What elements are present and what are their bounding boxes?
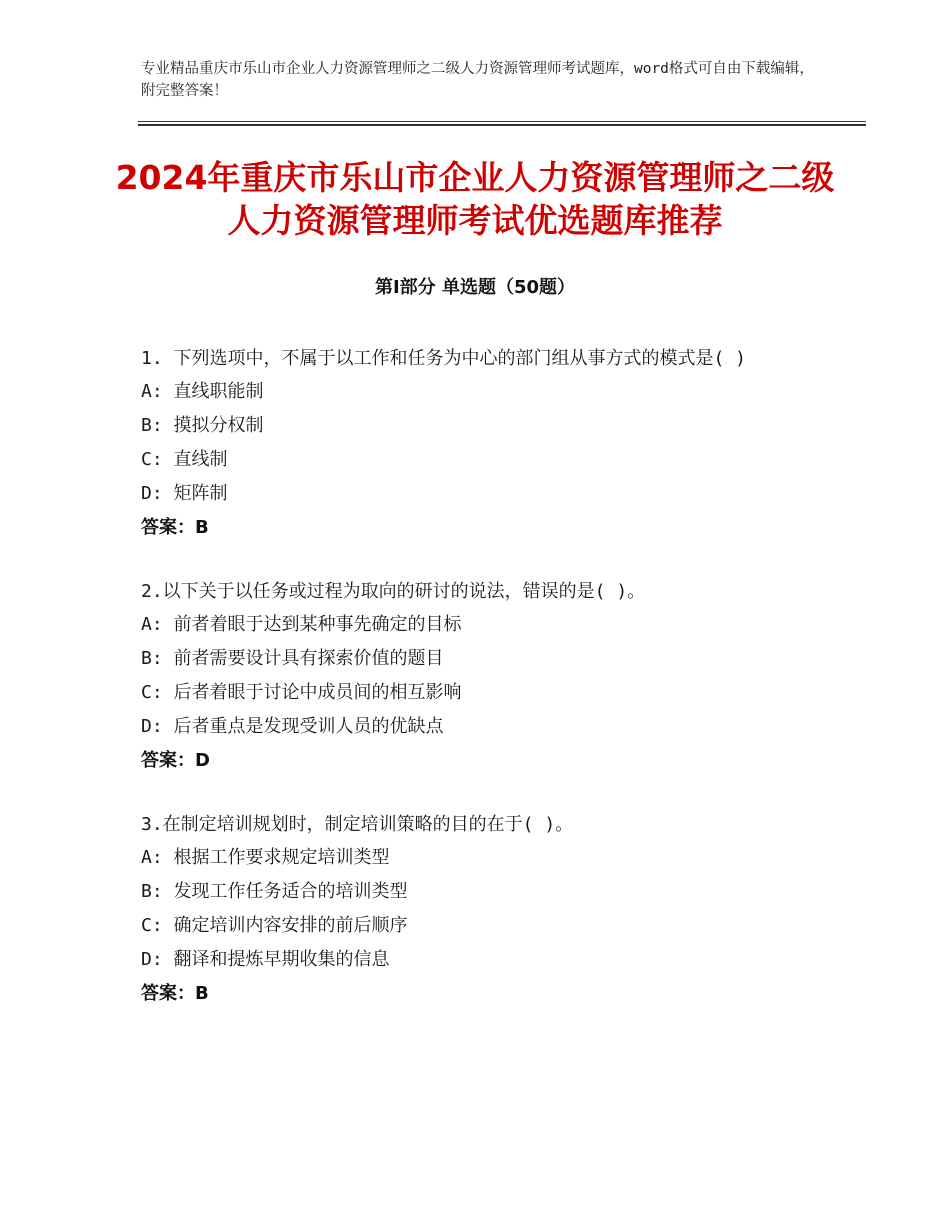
option-b: B: 摸拟分权制 xyxy=(141,415,264,436)
option-a: A: 前者着眼于达到某种事先确定的目标 xyxy=(141,614,462,635)
option-a: A: 直线职能制 xyxy=(141,381,264,402)
option-c: C: 后者着眼于讨论中成员间的相互影响 xyxy=(141,682,462,703)
question-2 xyxy=(141,576,821,778)
option-d: D: 后者重点是发现受训人员的优缺点 xyxy=(141,716,444,737)
question-list xyxy=(141,343,821,1042)
answer: 答案：B xyxy=(141,517,209,538)
option-a: A: 根据工作要求规定培训类型 xyxy=(141,847,390,868)
question-stem: 2.以下关于以任务或过程为取向的研讨的说法，错误的是( )。 xyxy=(141,581,646,602)
answer: 答案：D xyxy=(141,750,210,771)
option-d: D: 矩阵制 xyxy=(141,483,228,504)
option-b: B: 前者需要设计具有探索价值的题目 xyxy=(141,648,444,669)
question-1 xyxy=(141,343,821,545)
option-b: B: 发现工作任务适合的培训类型 xyxy=(141,881,408,902)
header-divider-thick xyxy=(138,124,866,126)
header-note: 专业精品重庆市乐山市企业人力资源管理师之二级人力资源管理师考试题库，word格式可自由下载编辑，附完整答案！ xyxy=(141,61,814,99)
question-stem: 3.在制定培训规划时，制定培训策略的目的在于( )。 xyxy=(141,814,574,835)
header-divider-thin xyxy=(138,121,866,122)
section-heading: 第Ⅰ部分 单选题（50题） xyxy=(374,277,575,298)
document-title: 2024年重庆市乐山市企业人力资源管理师之二级人力资源管理师考试优选题库推荐 xyxy=(115,158,835,240)
question-stem: 1. 下列选项中，不属于以工作和任务为中心的部门组从事方式的模式是( ) xyxy=(141,348,747,369)
answer: 答案：B xyxy=(141,983,209,1004)
option-d: D: 翻译和提炼早期收集的信息 xyxy=(141,949,390,970)
question-3 xyxy=(141,809,821,1011)
option-c: C: 直线制 xyxy=(141,449,228,470)
option-c: C: 确定培训内容安排的前后顺序 xyxy=(141,915,408,936)
